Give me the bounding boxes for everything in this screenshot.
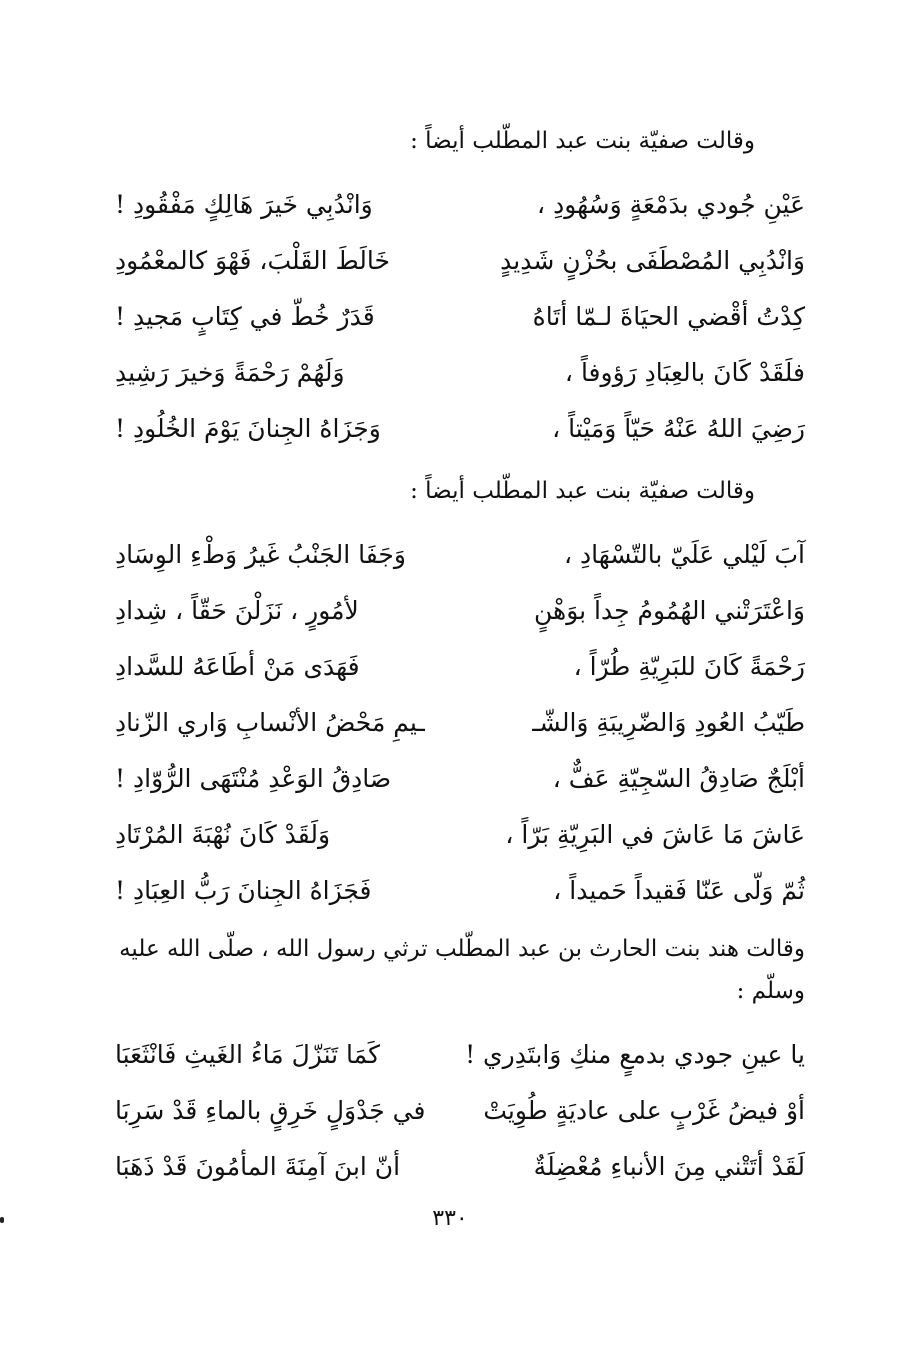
poem-heading-1: وقالت صفيّة بنت عبد المطّلب أيضاً : [410,128,755,154]
poem-1 [105,190,805,470]
second-hemistich: وَلَهُمْ رَحْمَةً وَخيرَ رَشِيدِ [115,358,345,387]
second-hemistich: وَلَقَدْ كَانَ نُهْبَةَ المُرْتَادِ [115,820,331,849]
second-hemistich: وَجَزَاهُ الجِنانَ يَوْمَ الخُلُودِ ! [115,414,381,443]
second-hemistich: خَالَطَ القَلْبَ، فَهْوَ كالمعْمُودِ [115,246,390,275]
second-hemistich: قَدَرٌ خُطّ في كِتَابٍ مَجيدِ ! [115,302,375,331]
first-hemistich: لَقَدْ أتَتْني مِنَ الأنباءِ مُعْضِلَةٌ [533,1152,805,1181]
first-hemistich: فلَقَدْ كَانَ بالعِبَادِ رَؤوفاً ، [564,358,805,387]
first-hemistich: كِدْتُ أقْضي الحيَاةَ لـمّا أتَاهُ [532,302,805,331]
second-hemistich: لأمُورٍ ، نَزَلْنَ حَقّاً ، شِدادِ [115,596,359,625]
verse [105,652,805,708]
first-hemistich: أبْلَجٌ صَادِقُ السّجِيّةِ عَفٌّ ، [552,764,805,793]
second-hemistich: وَانْدُبِي خَيرَ هَالِكٍ مَفْقُودِ ! [115,190,373,219]
first-hemistich: يا عينِ جودي بدمعٍ منكِ وَابتَدِري ! [465,1040,805,1069]
poem-3 [105,1040,805,1208]
page-number: ٣٣٠ [432,1206,468,1231]
second-hemistich: صَادِقُ الوَعْدِ مُنْتَهَى الرُّوّادِ ! [115,764,392,793]
verse [105,190,805,246]
prose-intro: وقالت هند بنت الحارث بن عبد المطّلب ترثي رسول الله ، صلّى الله عليه وسلّم : [119,936,805,1004]
verse [105,596,805,652]
first-hemistich: عَاشَ مَا عَاشَ في البَرِيّةِ بَرّاً ، [505,820,805,849]
verse [105,414,805,470]
second-hemistich: فَهَدَى مَنْ أطَاعَهُ للسَّدادِ [115,652,360,681]
first-hemistich: طَيّبُ العُودِ وَالضّرِيبَةِ وَالشّـ [532,708,805,737]
first-hemistich: أوْ فيضُ غَرْبٍ على عاديَةٍ طُوِيَتْ [483,1096,805,1125]
second-hemistich: وَجَفَا الجَنْبُ غَيرُ وَطْءِ الوِسَادِ [115,540,406,569]
verse [105,764,805,820]
poem-2 [105,540,805,932]
verse [105,1152,805,1208]
verse [105,876,805,932]
second-hemistich: فَجَزَاهُ الجِنانَ رَبُّ العِبَادِ ! [115,876,372,905]
scan-speck [0,1217,4,1223]
first-hemistich: ثُمّ وَلّى عَنّا فَقيداً حَميداً ، [553,876,805,905]
first-hemistich: آبَ لَيْلي عَلَيّ بالتّسْهَادِ ، [564,540,805,569]
first-hemistich: عَيْنِ جُودي بدَمْعَةٍ وَسُهُودِ ، [537,190,805,219]
verse [105,540,805,596]
second-hemistich: أنّ ابنَ آمِنَةَ المأمُونَ قَدْ ذَهَبَا [115,1152,401,1181]
verse [105,1096,805,1152]
verse [105,1040,805,1096]
verse [105,246,805,302]
first-hemistich: وَانْدُبِي المُصْطَفَى بحُزْنٍ شَدِيدٍ [500,246,805,275]
first-hemistich: رَحْمَةً كَانَ للبَرِيّةِ طُرّاً ، [573,652,805,681]
second-hemistich: ـيمِ مَحْضُ الأنْسابِ وَاري الزّنادِ [115,708,425,737]
verse [105,820,805,876]
verse [105,302,805,358]
poem-heading-2: وقالت صفيّة بنت عبد المطّلب أيضاً : [410,478,755,504]
first-hemistich: وَاعْتَرَتْني الهُمُومُ جِداً بوَهْنٍ [534,596,805,625]
verse [105,708,805,764]
first-hemistich: رَضِيَ اللهُ عَنْهُ حَيّاً وَمَيْتاً ، [552,414,805,443]
verse [105,358,805,414]
second-hemistich: في جَدْوَلٍ خَرِقٍ بالماءِ قَدْ سَرِبَا [115,1096,426,1125]
second-hemistich: كَمَا تَنَزّلَ مَاءُ الغَيثِ فَانْثَعَبَا [115,1040,380,1069]
